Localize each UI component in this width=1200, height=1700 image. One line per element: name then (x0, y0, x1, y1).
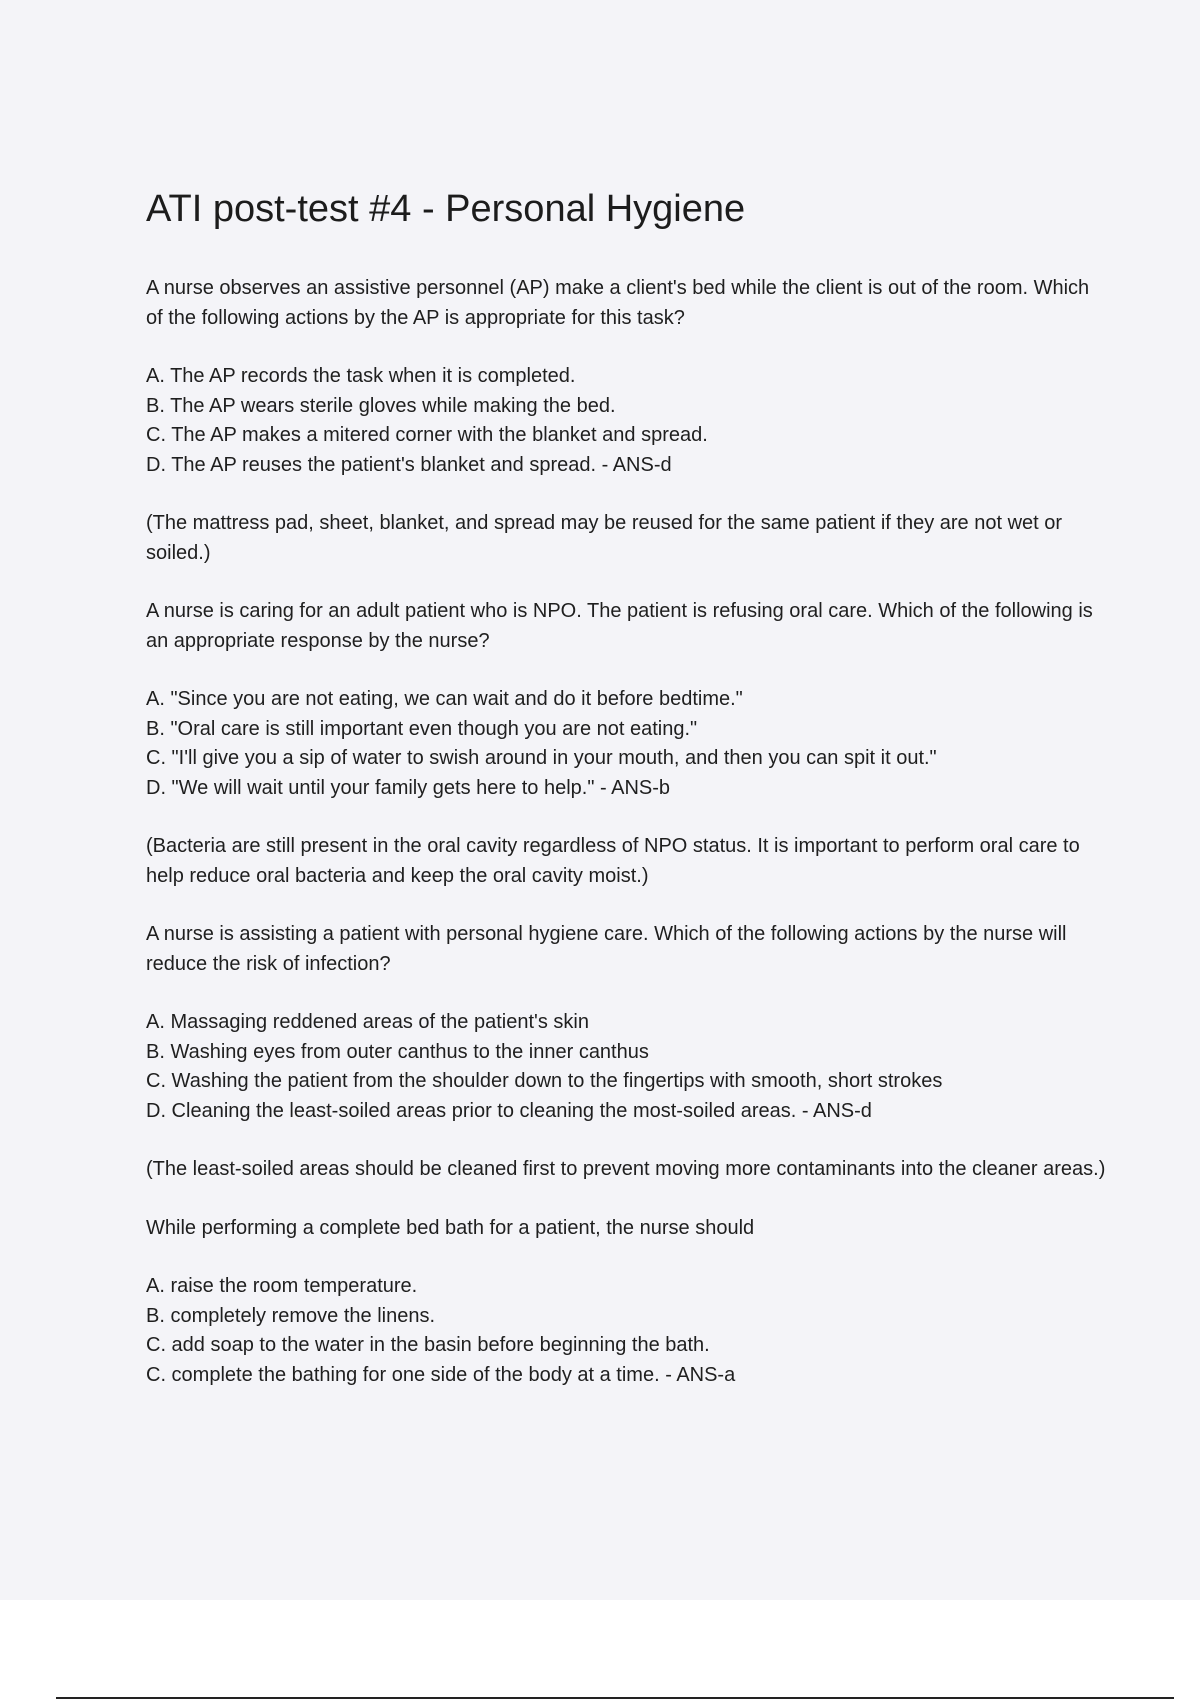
option-item: B. The AP wears sterile gloves while making the bed. (146, 394, 616, 417)
question-stem: A nurse is assisting a patient with personal hygiene care. Which of the following actions by the nurse will reduce the risk of infection? (146, 923, 1067, 975)
option-list (146, 1272, 1106, 1390)
option-item: D. "We will wait until your family gets here to help." - ANS-b (146, 776, 671, 799)
option-item: C. "I'll give you a sip of water to swish around in your mouth, and then you can spit it out." (146, 747, 937, 769)
option-item: D. Cleaning the least-soiled areas prior to cleaning the most-soiled areas. - ANS-d (146, 1099, 872, 1122)
option-item: A. "Since you are not eating, we can wait and do it before bedtime." (146, 688, 743, 710)
option-item: A. The AP records the task when it is completed. (146, 365, 576, 387)
footer-divider (56, 1697, 1174, 1699)
option-item: C. Washing the patient from the shoulder down to the fingertips with smooth, short strokes (146, 1070, 943, 1092)
option-item: D. The AP reuses the patient's blanket and spread. - ANS-d (146, 453, 672, 476)
rationale: (Bacteria are still present in the oral cavity regardless of NPO status. It is important to perform oral care to help reduce oral bacteria and keep the oral cavity moist.) (146, 835, 1080, 887)
option-item: A. raise the room temperature. (146, 1275, 418, 1297)
option-item: B. completely remove the linens. (146, 1304, 436, 1327)
document-title: ATI post-test #4 - Personal Hygiene (146, 188, 746, 230)
option-item: C. The AP makes a mitered corner with the blanket and spread. (146, 424, 708, 446)
option-item: A. Massaging reddened areas of the patient's skin (146, 1011, 589, 1033)
document-content (146, 186, 1106, 1419)
option-item: C. add soap to the water in the basin before beginning the bath. (146, 1334, 710, 1356)
question-stem: While performing a complete bed bath for a patient, the nurse should (146, 1216, 755, 1239)
option-list (146, 685, 1106, 803)
question-stem: A nurse is caring for an adult patient who is NPO. The patient is refusing oral care. Which of the following is an appropriate response by the nurse? (146, 600, 1093, 652)
option-list (146, 1008, 1106, 1126)
rationale: (The least-soiled areas should be cleaned first to prevent moving more contaminants into the cleaner areas.) (146, 1158, 1106, 1180)
option-item: C. complete the bathing for one side of the body at a time. - ANS-a (146, 1363, 736, 1386)
question-stem: A nurse observes an assistive personnel (AP) make a client's bed while the client is out of the room. Which of the following actions by the AP is appropriate for this task? (146, 277, 1090, 329)
rationale: (The mattress pad, sheet, blanket, and spread may be reused for the same patient if they are not wet or soiled.) (146, 512, 1063, 564)
option-list (146, 362, 1106, 480)
option-item: B. Washing eyes from outer canthus to the inner canthus (146, 1040, 649, 1063)
option-item: B. "Oral care is still important even though you are not eating." (146, 717, 698, 740)
